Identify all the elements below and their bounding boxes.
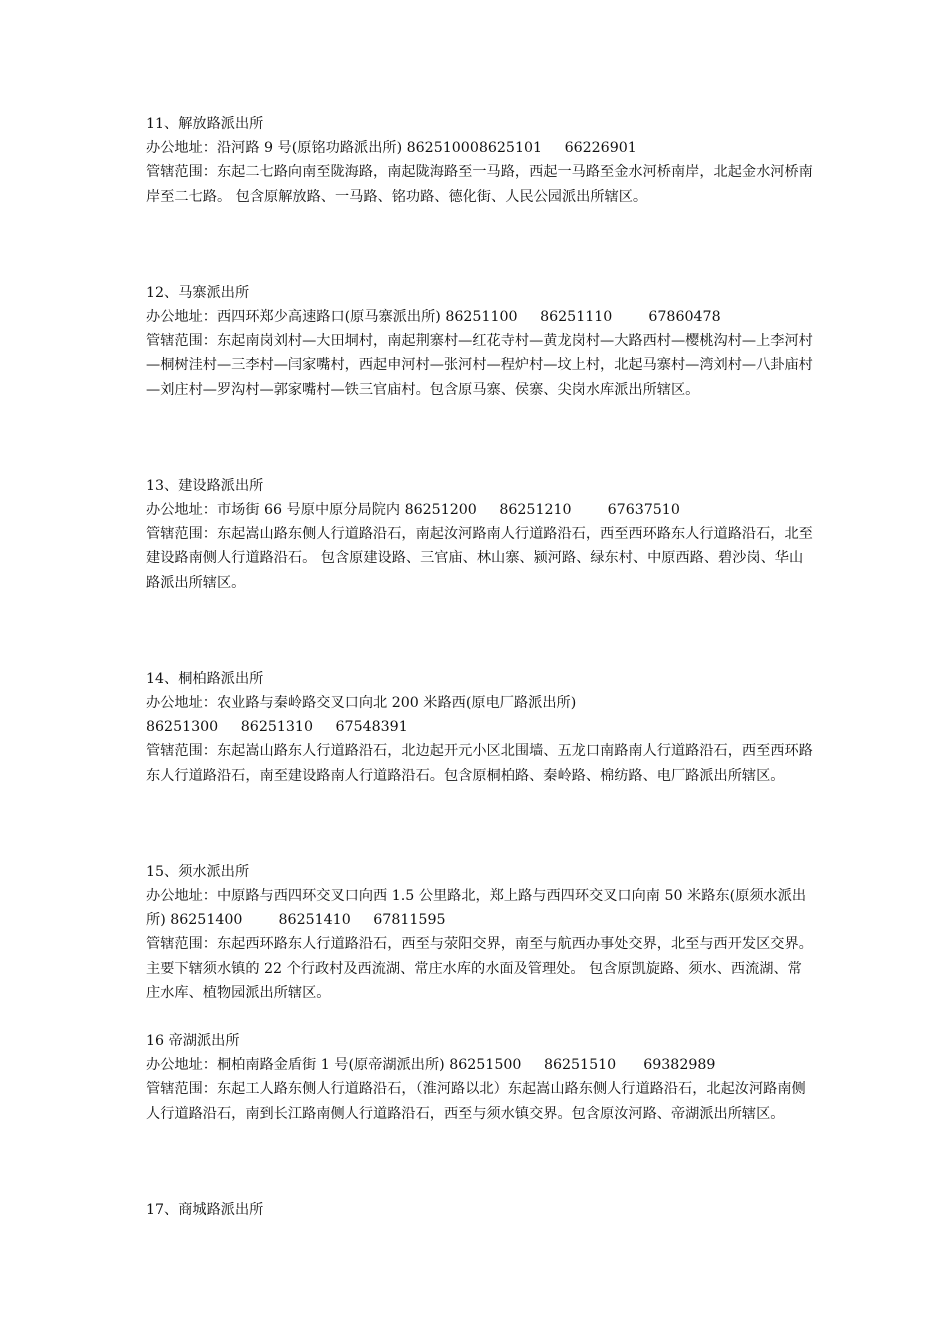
office-address: 办公地址：桐柏南路金盾街 1 号(原帝湖派出所) 86251500 86251510 69382989	[146, 1057, 716, 1074]
station-section-11	[146, 112, 814, 209]
jurisdiction-scope: 管辖范围：东起嵩山路东侧人行道路沿石，南起汝河路南人行道路沿石，西至西环路东人行道路沿石，北至建设路南侧人行道路沿石。 包含原建设路、三官庙、林山寨、颍河路、绿东村、中原西路、碧沙岗、华山路派出所辖区。	[146, 526, 813, 591]
station-title: 12、马寨派出所	[146, 284, 250, 301]
station-title: 14、桐柏路派出所	[146, 670, 264, 687]
station-section-14	[146, 667, 814, 788]
station-title: 13、建设路派出所	[146, 477, 264, 494]
station-section-16	[146, 1029, 814, 1126]
jurisdiction-scope: 管辖范围：东起二七路向南至陇海路，南起陇海路至一马路，西起一马路至金水河桥南岸，北起金水河桥南岸至二七路。 包含原解放路、一马路、铭功路、德化街、人民公园派出所辖区。	[146, 164, 813, 205]
office-address: 办公地址：市场街 66 号原中原分局院内 86251200 86251210 67637510	[146, 502, 680, 519]
station-section-12	[146, 281, 814, 402]
station-title: 16 帝湖派出所	[146, 1033, 240, 1050]
office-address: 办公地址：中原路与西四环交叉口向西 1.5 公里路北，郑上路与西四环交叉口向南 50 米路东(原须水派出所) 86251400 86251410 67811595	[146, 888, 807, 929]
jurisdiction-scope: 管辖范围：东起工人路东侧人行道路沿石，（淮河路以北）东起嵩山路东侧人行道路沿石，北起汝河路南侧人行道路沿石，南到长江路南侧人行道路沿石，西至与须水镇交界。包含原汝河路、帝湖派出所辖区。	[146, 1081, 806, 1122]
office-phones: 86251300 86251310 67548391	[146, 719, 408, 736]
station-section-17	[146, 1198, 814, 1222]
jurisdiction-scope: 管辖范围：东起嵩山路东人行道路沿石，北边起开元小区北围墙、五龙口南路南人行道路沿石，西至西环路东人行道路沿石，南至建设路南人行道路沿石。包含原桐柏路、秦岭路、棉纺路、电厂路派出所辖区。	[146, 743, 813, 784]
office-address: 办公地址：西四环郑少高速路口(原马寨派出所) 86251100 86251110 67860478	[146, 309, 721, 326]
station-section-13	[146, 474, 814, 595]
station-title: 15、须水派出所	[146, 863, 250, 880]
jurisdiction-scope: 管辖范围：东起西环路东人行道路沿石，西至与荥阳交界，南至与航西办事处交界，北至与西开发区交界。主要下辖须水镇的 22 个行政村及西流湖、常庄水库的水面及管理处。 包含原凯旋路、须水、西流湖、常庄水库、植物园派出所辖区。	[146, 936, 813, 1001]
document-body	[146, 112, 814, 1222]
station-title: 17、商城路派出所	[146, 1201, 264, 1218]
office-address: 办公地址：沿河路 9 号(原铭功路派出所) 862510008625101 66226901	[146, 140, 637, 157]
jurisdiction-scope: 管辖范围：东起南岗刘村—大田垌村，南起荆寨村—红花寺村—黄龙岗村—大路西村—樱桃沟村—上李河村—桐树洼村—三李村—闫家嘴村，西起申河村—张河村—程炉村—坟上村，北起马寨村—湾刘村—八卦庙村—刘庄村—罗沟村—郭家嘴村—铁三官庙村。包含原马寨、侯寨、尖岗水库派出所辖区。	[146, 333, 813, 398]
station-title: 11、解放路派出所	[146, 116, 264, 132]
office-address: 办公地址：农业路与秦岭路交叉口向北 200 米路西(原电厂路派出所)	[146, 695, 577, 712]
station-section-15	[146, 860, 814, 1005]
